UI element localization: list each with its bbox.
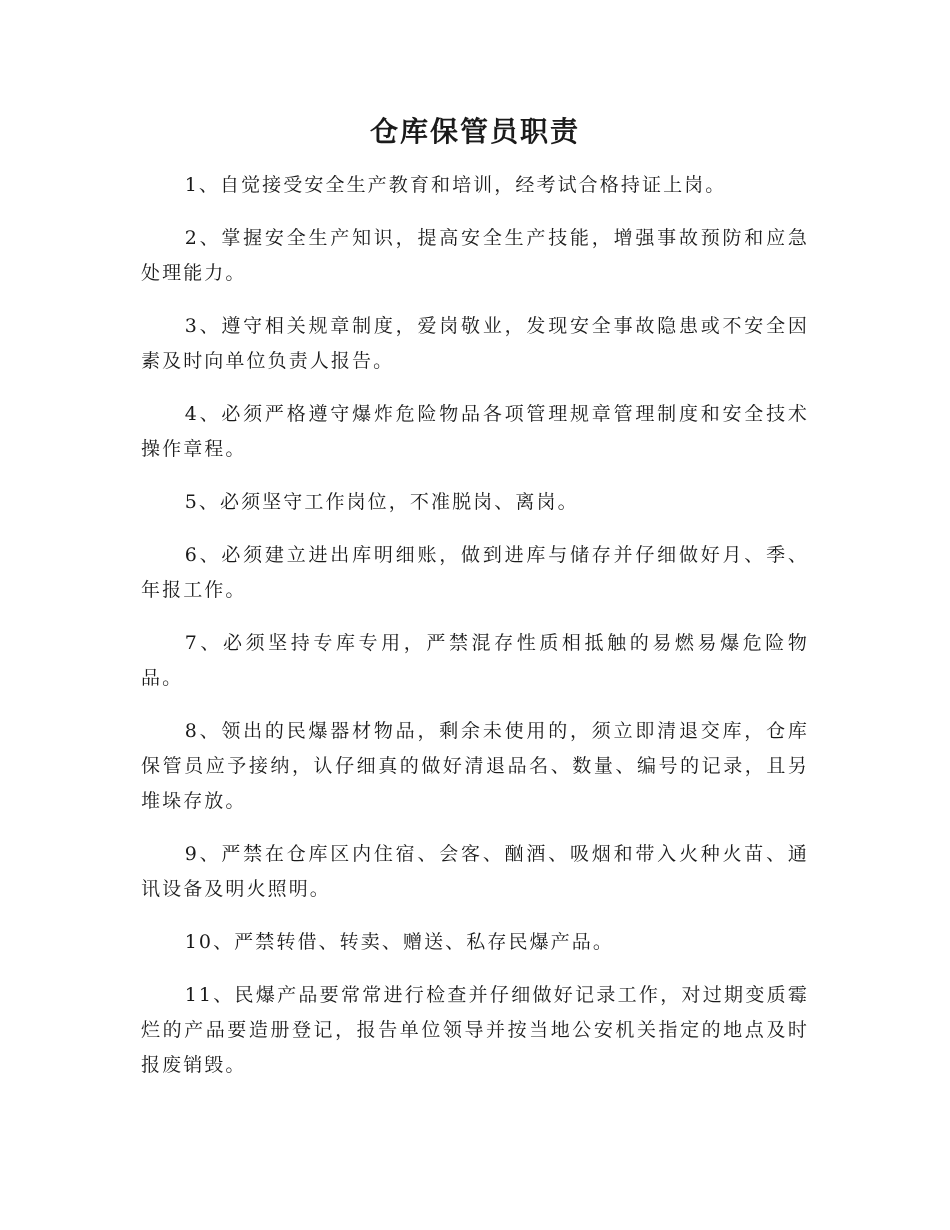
paragraph-10: 10、严禁转借、转卖、赠送、私存民爆产品。 bbox=[184, 931, 614, 953]
paragraph-1: 1、自觉接受安全生产教育和培训，经考试合格持证上岗。 bbox=[184, 174, 727, 196]
paragraph-2: 2、掌握安全生产知识，提高安全生产技能，增强事故预防和应急处理能力。 bbox=[141, 227, 809, 284]
paragraph-6: 6、必须建立进出库明细账，做到进库与储存并仔细做好月、季、年报工作。 bbox=[141, 544, 809, 601]
paragraph-3: 3、遵守相关规章制度，爱岗敬业，发现安全事故隐患或不安全因素及时向单位负责人报告。 bbox=[141, 315, 809, 372]
paragraph-4: 4、必须严格遵守爆炸危险物品各项管理规章管理制度和安全技术操作章程。 bbox=[141, 403, 809, 460]
paragraph-8: 8、领出的民爆器材物品，剩余未使用的，须立即清退交库，仓库保管员应予接纳，认仔细真的做好清退品名、数量、编号的记录，且另堆垛存放。 bbox=[141, 720, 809, 812]
document-title: 仓库保管员职责 bbox=[369, 115, 580, 148]
paragraph-7: 7、必须坚持专库专用，严禁混存性质相抵触的易燃易爆危险物品。 bbox=[141, 632, 809, 689]
paragraph-5: 5、必须坚守工作岗位，不准脱岗、离岗。 bbox=[184, 491, 579, 513]
document-body bbox=[141, 168, 809, 1101]
paragraph-9: 9、严禁在仓库区内住宿、会客、酗酒、吸烟和带入火种火苗、通讯设备及明火照明。 bbox=[141, 843, 809, 900]
paragraph-11: 11、民爆产品要常常进行检查并仔细做好记录工作，对过期变质霉烂的产品要造册登记，报告单位领导并按当地公安机关指定的地点及时报废销毁。 bbox=[141, 984, 809, 1076]
